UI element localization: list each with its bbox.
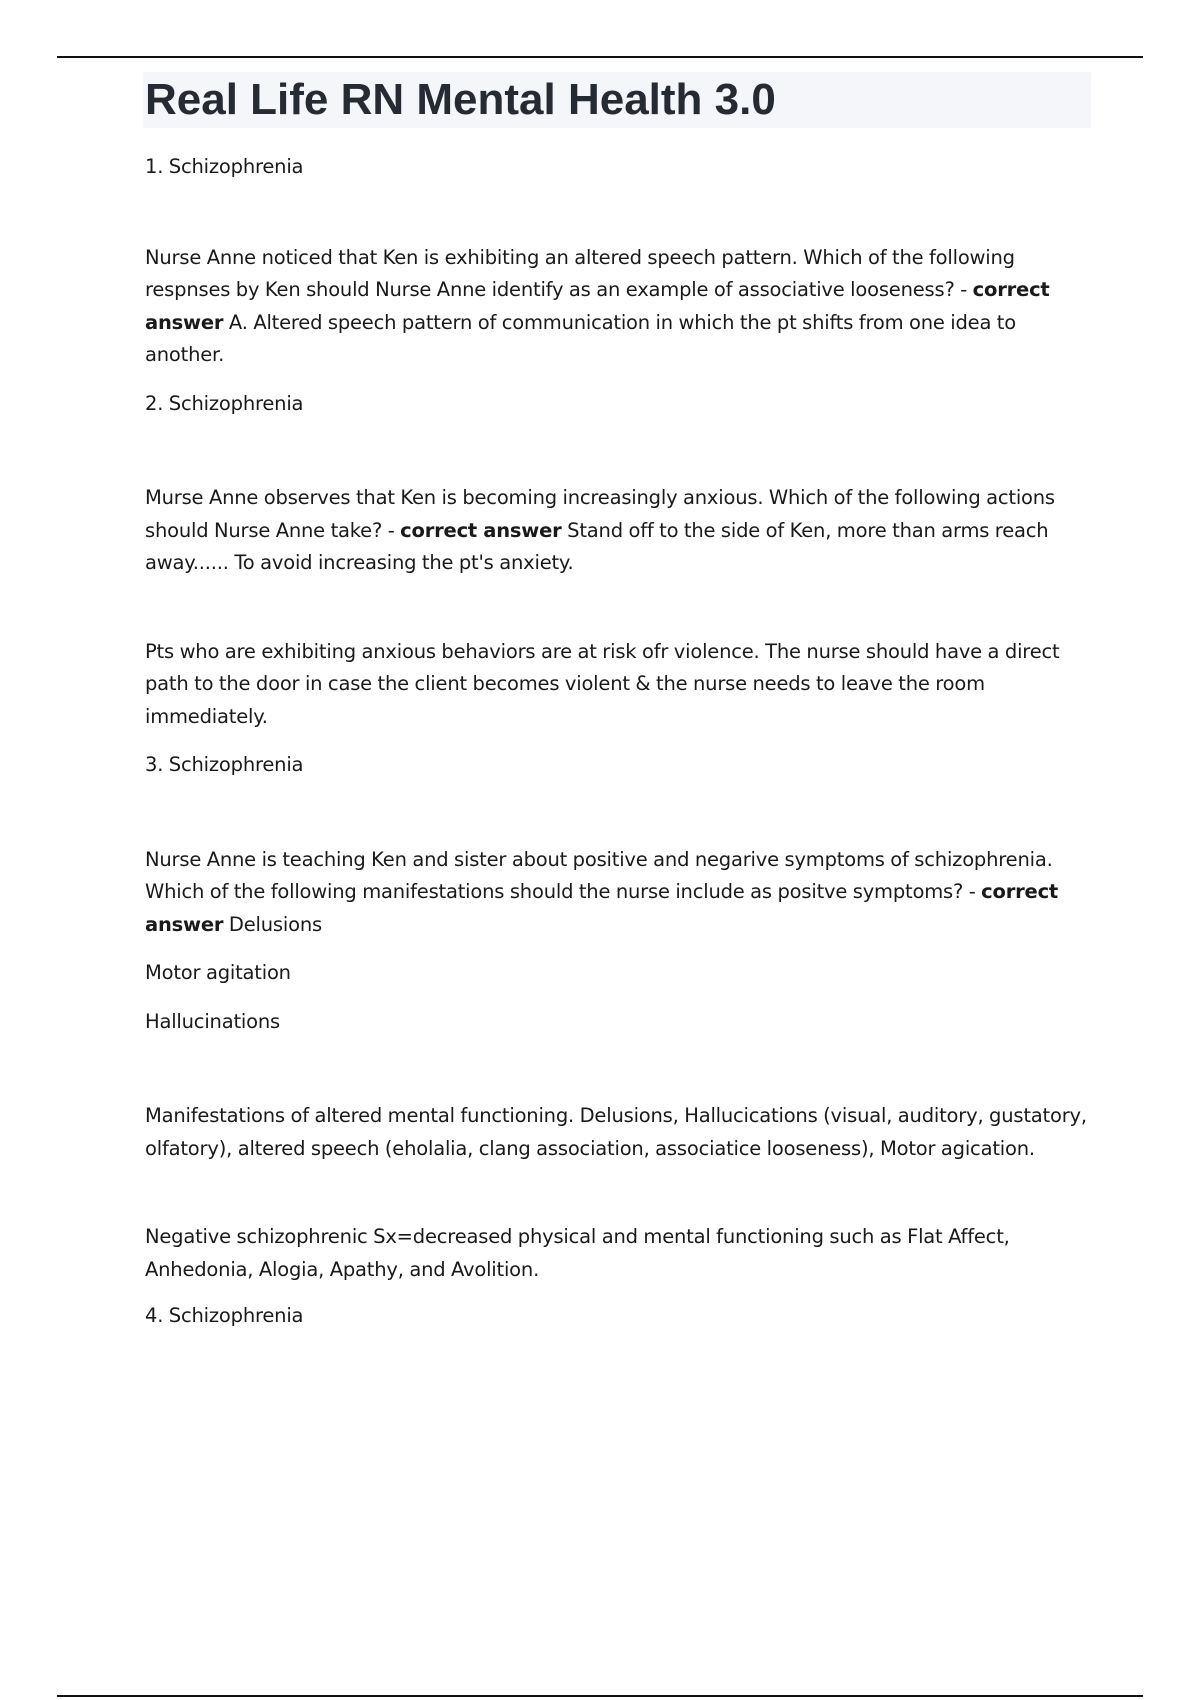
- document-title: Real Life RN Mental Health 3.0: [145, 75, 776, 124]
- answer-3-item-motor-agitation: Motor agitation: [145, 961, 291, 984]
- title-banner: [143, 72, 1091, 128]
- question-1: [145, 242, 1095, 372]
- rationale-3-positive: Manifestations of altered mental functioning. Delusions, Hallucications (visual, auditory, gustatory, olfatory), altered speech (eholalia, clang association, associatice looseness), Motor agication.: [145, 1104, 1087, 1160]
- answer-3-item-hallucinations: Hallucinations: [145, 1009, 280, 1033]
- section-heading-1: 1. Schizophrenia: [145, 155, 304, 178]
- answer-2-text: Stand off to the side of Ken, more than arms reach away...... To avoid increasing the pt's anxiety.: [145, 518, 1049, 574]
- section-heading-3: 3. Schizophrenia: [145, 753, 304, 776]
- answer-marker: correct answer: [400, 518, 562, 542]
- document-body: [145, 72, 1095, 1333]
- rationale-2: Pts who are exhibiting anxious behaviors are at risk ofr violence. The nurse should have a direct path to the door in case the client becomes violent & the nurse needs to leave the room immediately.: [145, 639, 1060, 728]
- section-heading-4: 4. Schizophrenia: [145, 1304, 304, 1327]
- answer-marker: correct answer: [145, 278, 1050, 334]
- question-2: [145, 482, 1095, 580]
- answer-marker: correct answer: [145, 880, 1059, 936]
- question-1-text: Nurse Anne noticed that Ken is exhibiting an altered speech pattern. Which of the following respnses by Ken should Nurse Anne identify as an example of associative looseness? -: [145, 245, 1015, 301]
- question-3: [145, 844, 1095, 942]
- question-2-text: Murse Anne observes that Ken is becoming increasingly anxious. Which of the following actions should Nurse Anne take? -: [145, 486, 1055, 542]
- answer-1-text: A. Altered speech pattern of communication in which the pt shifts from one idea to another.: [145, 310, 1016, 366]
- bottom-rule: [57, 1695, 1143, 1697]
- answer-3-text: Delusions: [228, 912, 322, 936]
- question-3-text: Nurse Anne is teaching Ken and sister about positive and negarive symptoms of schizophrenia. Which of the following manifestations should the nurse include as positve symptoms? -: [145, 847, 1053, 903]
- rationale-3-negative: Negative schizophrenic Sx=decreased physical and mental functioning such as Flat Affect, Anhedonia, Alogia, Apathy, and Avolition.: [145, 1225, 1010, 1281]
- section-heading-2: 2. Schizophrenia: [145, 391, 304, 415]
- top-rule: [57, 56, 1143, 58]
